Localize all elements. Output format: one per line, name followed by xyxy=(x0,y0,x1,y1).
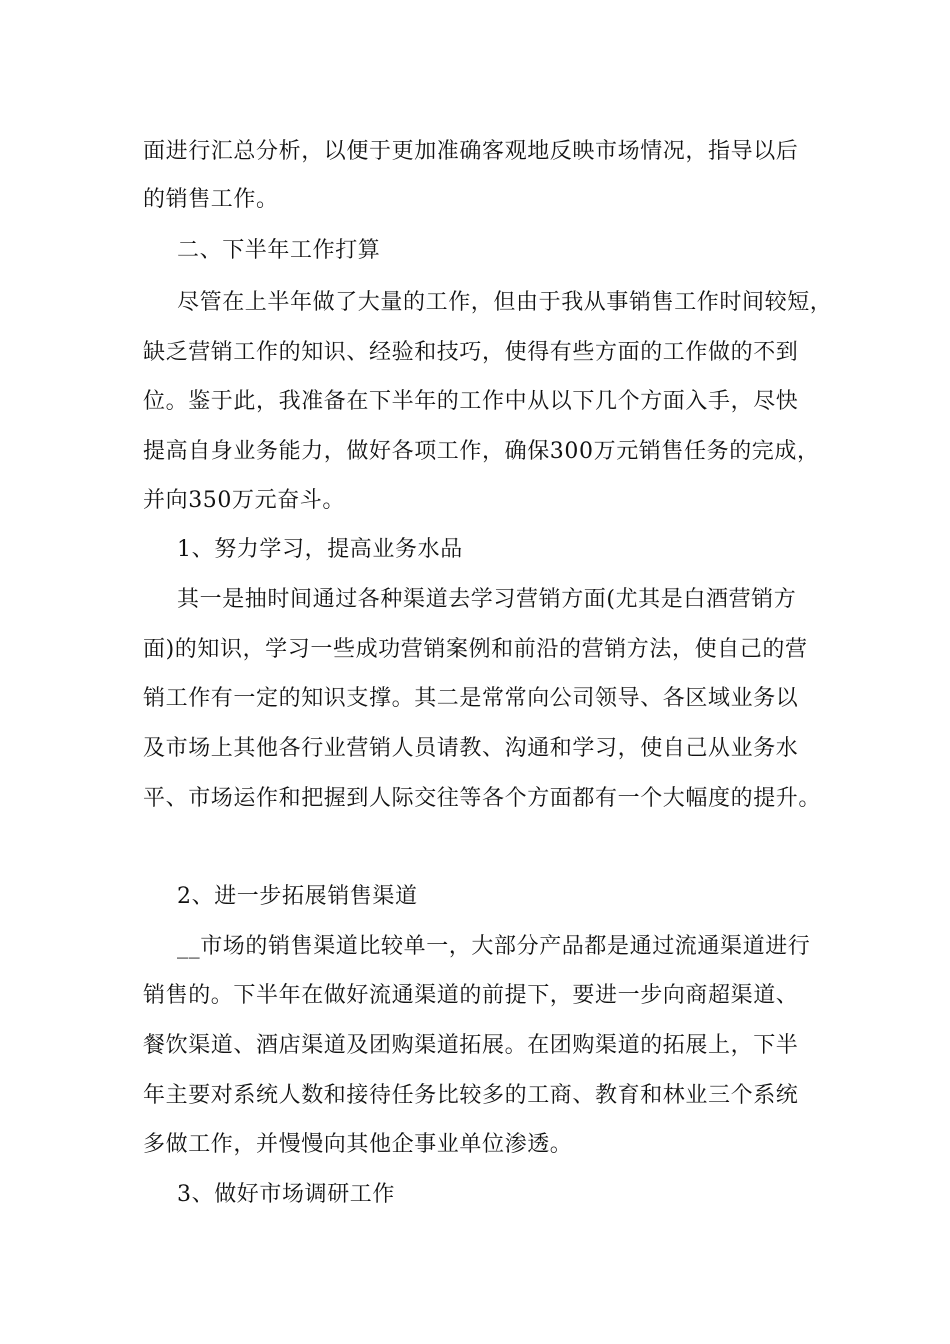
paragraph-line: 其一是抽时间通过各种渠道去学习营销方面(尤其是白酒营销方 xyxy=(177,587,797,612)
paragraph-line: 的销售工作。 xyxy=(143,187,279,212)
paragraph-line: 餐饮渠道、酒店渠道及团购渠道拓展。在团购渠道的拓展上，下半 xyxy=(143,1033,799,1058)
paragraph-line: 缺乏营销工作的知识、经验和技巧，使得有些方面的工作做的不到 xyxy=(143,340,799,365)
section-heading: 二、下半年工作打算 xyxy=(177,238,381,263)
paragraph-line: 面)的知识，学习一些成功营销案例和前沿的营销方法，使自己的营 xyxy=(143,637,808,662)
paragraph-line: 销工作有一定的知识支撑。其二是常常向公司领导、各区域业务以 xyxy=(143,686,799,711)
paragraph-line: 提高自身业务能力，做好各项工作，确保300万元销售任务的完成， xyxy=(143,439,820,464)
subsection-heading: 3、做好市场调研工作 xyxy=(177,1182,395,1207)
subsection-heading: 1、努力学习，提高业务水品 xyxy=(177,537,463,562)
paragraph-line: 尽管在上半年做了大量的工作，但由于我从事销售工作时间较短， xyxy=(177,290,833,315)
paragraph-line: 年主要对系统人数和接待任务比较多的工商、教育和林业三个系统 xyxy=(143,1083,799,1108)
paragraph-line: 面进行汇总分析，以便于更加准确客观地反映市场情况，指导以后 xyxy=(143,139,799,164)
paragraph-line: 平、市场运作和把握到人际交往等各个方面都有一个大幅度的提升。 xyxy=(143,786,822,811)
paragraph-line: 及市场上其他各行业营销人员请教、沟通和学习，使自己从业务水 xyxy=(143,736,799,761)
paragraph-line: __市场的销售渠道比较单一，大部分产品都是通过流通渠道进行 xyxy=(177,934,811,959)
paragraph-line: 位。鉴于此，我准备在下半年的工作中从以下几个方面入手，尽快 xyxy=(143,389,799,414)
paragraph-line: 多做工作，并慢慢向其他企事业单位渗透。 xyxy=(143,1132,573,1157)
paragraph-line: 并向350万元奋斗。 xyxy=(143,488,345,513)
paragraph-line: 销售的。下半年在做好流通渠道的前提下，要进一步向商超渠道、 xyxy=(143,983,799,1008)
subsection-heading: 2、进一步拓展销售渠道 xyxy=(177,884,418,909)
